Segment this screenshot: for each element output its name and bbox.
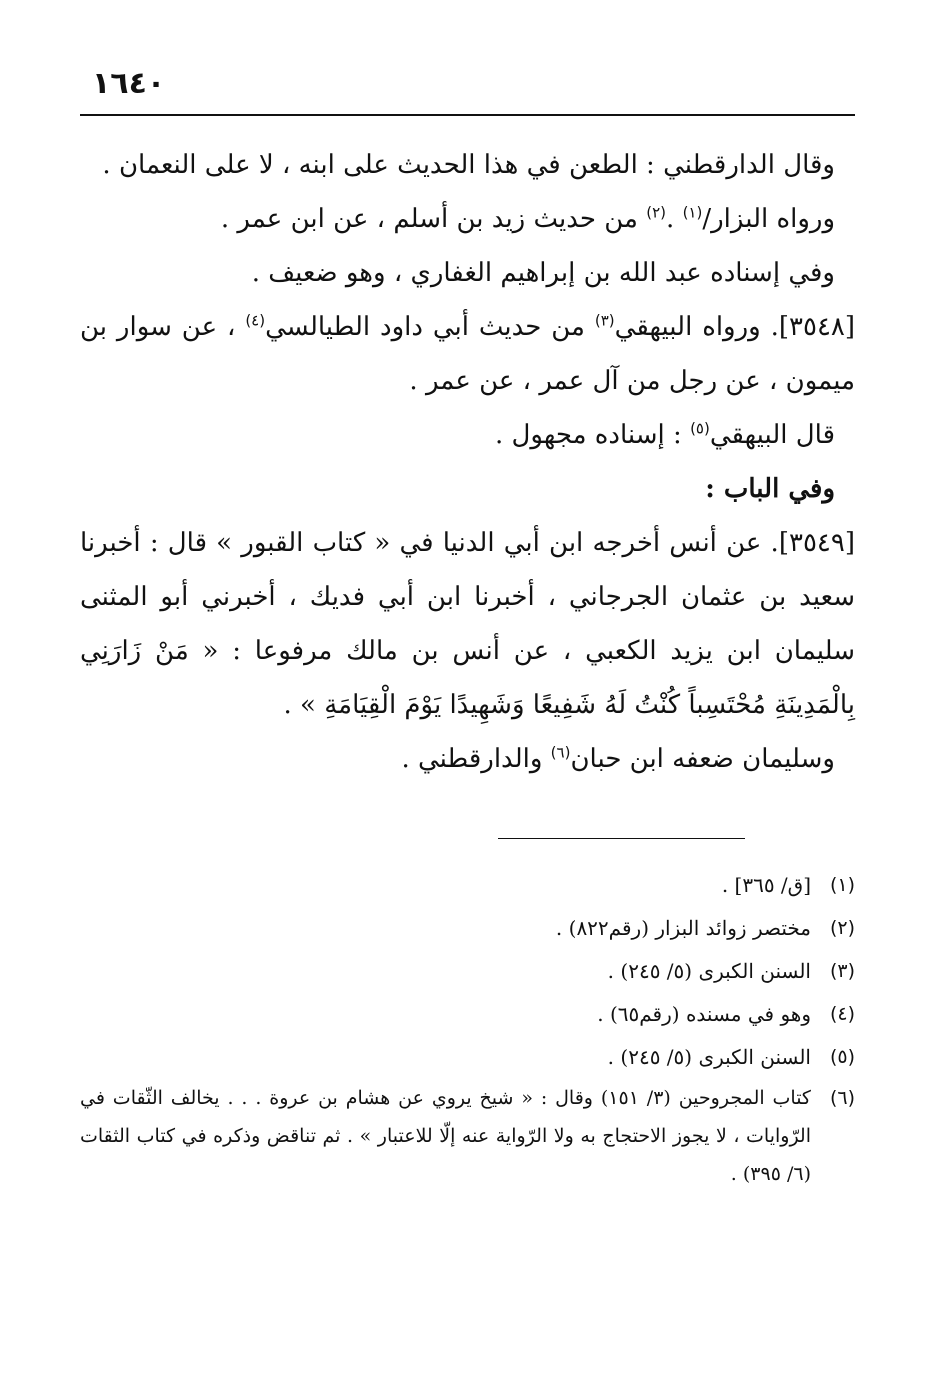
paragraph-6 bbox=[80, 516, 855, 732]
footnote-text: السنن الكبرى (٥/ ٢٤٥) . bbox=[607, 959, 811, 983]
footnote-ref-6[interactable]: (٦) bbox=[550, 743, 571, 762]
footnote-2 bbox=[80, 907, 855, 950]
paragraph-2-text-start: ورواه البزار/ bbox=[702, 204, 835, 234]
footnote-ref-5[interactable]: (٥) bbox=[690, 419, 710, 438]
footnotes bbox=[80, 864, 855, 1193]
paragraph-5-text-start: قال البيهقي bbox=[709, 420, 835, 450]
paragraph-4-text-end: ، عن سوار بن ميمون ، عن رجل من آل عمر ، عن عمر . bbox=[80, 312, 855, 396]
footnote-text: وهو في مسنده (رقم٦٥) . bbox=[597, 1002, 811, 1026]
paragraph-2-period: . bbox=[666, 204, 675, 234]
section-heading: وفي الباب : bbox=[705, 474, 835, 504]
paragraph-3 bbox=[80, 246, 855, 300]
main-text bbox=[80, 138, 855, 786]
footnote-number: (٥) bbox=[829, 1046, 855, 1068]
paragraph-2 bbox=[80, 192, 855, 246]
paragraph-4 bbox=[80, 300, 855, 408]
footnote-text: السنن الكبرى (٥/ ٢٤٥) . bbox=[607, 1045, 811, 1069]
paragraph-2-text-end: من حديث زيد بن أسلم ، عن ابن عمر . bbox=[220, 204, 638, 234]
paragraph-7 bbox=[80, 732, 855, 786]
footnote-text: كتاب المجروحين (٣/ ١٥١) وقال : « شيخ يروي عن هشام بن عروة . . . يخالف الثّقات في الرّوايات ، لا يجوز الاحتجاج به ولا الرّواية عنه إلّا للاعتبار » . ثم تناقض وذكره في كتاب الثقات (٦/ ٣٩٥) . bbox=[80, 1087, 811, 1185]
paragraph-6-text: [٣٥٤٩]. عن أنس أخرجه ابن أبي الدنيا في « كتاب القبور » قال : أخبرنا سعيد بن عثمان الجرجاني ، أخبرنا ابن أبي فديك ، أخبرني أبو المثنى سليمان ابن يزيد الكعبي ، عن أنس بن مالك مرفوعا : « مَنْ زَارَنِي بِالْمَدِينَةِ مُحْتَسِباً كُنْتُ لَهُ شَفِيعًا وَشَهِيدًا يَوْمَ الْقِيَامَةِ » . bbox=[80, 528, 855, 720]
paragraph-5 bbox=[80, 408, 855, 462]
footnote-ref-2[interactable]: (٢) bbox=[646, 203, 667, 222]
paragraph-7-text-end: والدارقطني . bbox=[401, 744, 543, 774]
footnote-number: (١) bbox=[829, 874, 855, 896]
page-number: ١٦٤٠ bbox=[92, 66, 166, 101]
footnote-5 bbox=[80, 1036, 855, 1079]
footnote-4 bbox=[80, 993, 855, 1036]
paragraph-5-text-end: : إسناده مجهول . bbox=[494, 420, 682, 450]
footnote-ref-4[interactable]: (٤) bbox=[245, 311, 266, 330]
footnote-6 bbox=[80, 1079, 855, 1193]
footnote-number: (٣) bbox=[829, 960, 855, 982]
footnote-text: مختصر زوائد البزار (رقم٨٢٢) . bbox=[555, 916, 811, 940]
paragraph-1 bbox=[80, 138, 855, 192]
footnote-text: [ق/ ٣٦٥] . bbox=[721, 873, 811, 897]
paragraph-7-text-start: وسليمان ضعفه ابن حبان bbox=[570, 744, 835, 774]
paragraph-4-text-start: [٣٥٤٨]. ورواه البيهقي bbox=[614, 312, 856, 342]
footnote-separator bbox=[498, 838, 745, 839]
paragraph-3-text: وفي إسناده عبد الله بن إبراهيم الغفاري ، وهو ضعيف . bbox=[251, 258, 835, 288]
footnote-number: (٦) bbox=[829, 1087, 855, 1109]
footnote-number: (٢) bbox=[829, 917, 855, 939]
footnote-1 bbox=[80, 864, 855, 907]
footnote-ref-3[interactable]: (٣) bbox=[594, 311, 615, 330]
paragraph-1-text: وقال الدارقطني : الطعن في هذا الحديث على ابنه ، لا على النعمان . bbox=[102, 150, 835, 180]
footnote-3 bbox=[80, 950, 855, 993]
footnote-number: (٤) bbox=[829, 1003, 855, 1025]
footnote-ref-1[interactable]: (١) bbox=[682, 203, 703, 222]
header-rule bbox=[80, 114, 855, 116]
paragraph-4-text-mid: من حديث أبي داود الطيالسي bbox=[265, 312, 585, 342]
